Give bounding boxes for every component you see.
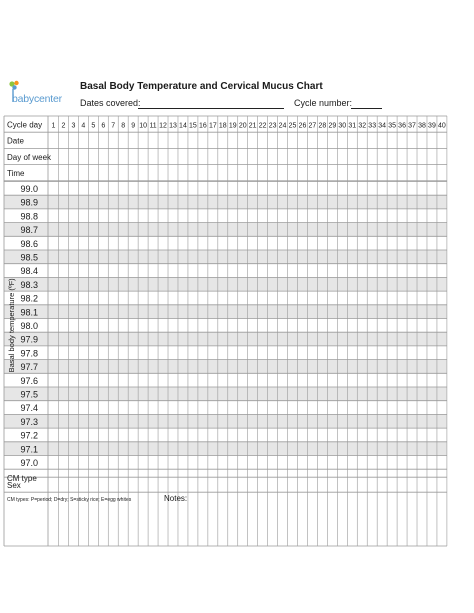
cycle-day-number: 17 xyxy=(208,122,217,130)
cycle-day-number: 26 xyxy=(298,122,307,130)
cycle-day-number: 36 xyxy=(398,122,406,130)
temperature-value: 97.2 xyxy=(20,430,38,441)
temperature-value: 99.0 xyxy=(20,184,38,194)
cycle-day-number: 34 xyxy=(378,122,387,130)
cycle-day-number: 10 xyxy=(139,122,148,130)
cycle-day-number: 23 xyxy=(268,122,277,130)
cycle-day-number: 29 xyxy=(328,122,337,130)
cycle-day-number: 30 xyxy=(338,122,347,130)
cycle-day-number: 33 xyxy=(368,122,377,130)
cycle-day-number: 37 xyxy=(408,122,416,130)
temperature-value: 97.0 xyxy=(20,458,38,468)
temp-row-stripe xyxy=(4,250,447,264)
temp-row-stripe xyxy=(4,414,447,428)
cycle-day-number: 7 xyxy=(111,122,116,130)
temperature-value: 98.9 xyxy=(20,197,38,208)
temperature-value: 97.4 xyxy=(20,403,38,414)
row-label-date: Date xyxy=(7,136,24,146)
temperature-value: 97.1 xyxy=(20,444,38,455)
cm-types-legend: CM types: P=period; D=dry; S=sticky rice; E=egg whites xyxy=(7,497,132,504)
cycle-day-number: 24 xyxy=(278,122,287,130)
temperature-axis-label: Basal body temperature (ºF) xyxy=(7,278,16,373)
cycle-day-number: 40 xyxy=(438,122,446,130)
temperature-value: 97.3 xyxy=(20,416,38,427)
cycle-day-number: 5 xyxy=(91,122,96,130)
temperature-value: 98.7 xyxy=(20,225,38,236)
cycle-day-number: 15 xyxy=(189,122,197,130)
cycle-day-number: 8 xyxy=(121,122,126,130)
temp-row-stripe xyxy=(4,360,447,374)
temp-row-stripe xyxy=(4,223,447,237)
cycle-day-number: 16 xyxy=(198,122,207,130)
temperature-value: 98.8 xyxy=(20,211,38,222)
cycle-day-number: 20 xyxy=(238,122,247,130)
brand-logo-text: babycenter xyxy=(12,93,62,105)
cycle-day-number: 28 xyxy=(318,122,327,130)
cycle-day-number: 9 xyxy=(131,122,136,130)
chart-title: Basal Body Temperature and Cervical Mucus Chart xyxy=(80,81,323,92)
cycle-day-number: 27 xyxy=(308,122,317,130)
temp-row-stripe xyxy=(4,332,447,346)
temp-row-stripe xyxy=(4,195,447,209)
cycle-day-number: 6 xyxy=(101,122,106,130)
temp-row-stripe xyxy=(4,387,447,401)
temp-row-stripe xyxy=(4,442,447,456)
cycle-day-number: 31 xyxy=(348,122,357,130)
temp-row-stripe xyxy=(4,305,447,319)
row-label-cycle-day: Cycle day xyxy=(7,120,43,130)
cycle-day-number: 11 xyxy=(149,122,157,130)
dates-covered-label: Dates covered: xyxy=(80,98,141,108)
temperature-value: 98.6 xyxy=(20,238,38,249)
row-label-time: Time xyxy=(7,169,25,179)
cycle-day-number: 25 xyxy=(288,122,297,130)
cycle-day-number: 18 xyxy=(218,122,227,130)
temperature-value: 98.3 xyxy=(20,279,38,290)
cycle-day-number: 13 xyxy=(169,122,177,130)
cycle-day-number: 21 xyxy=(248,122,257,130)
row-label-sex: Sex xyxy=(7,481,21,491)
cycle-day-number: 3 xyxy=(71,122,76,130)
cycle-day-number: 22 xyxy=(258,122,267,130)
cycle-day-number: 32 xyxy=(358,122,367,130)
cycle-day-number: 38 xyxy=(418,122,426,130)
temperature-value: 97.6 xyxy=(20,375,38,386)
temperature-value: 98.4 xyxy=(20,266,38,277)
temperature-value: 98.2 xyxy=(20,293,38,304)
temperature-value: 97.7 xyxy=(20,362,38,373)
cycle-day-number: 14 xyxy=(179,122,187,130)
cycle-day-number: 4 xyxy=(81,122,86,130)
temperature-value: 98.5 xyxy=(20,252,38,263)
cycle-day-number: 12 xyxy=(159,122,167,130)
cycle-day-number: 39 xyxy=(428,122,436,130)
temperature-value: 98.0 xyxy=(20,321,38,331)
temperature-value: 97.9 xyxy=(20,334,38,345)
notes-label: Notes: xyxy=(164,494,188,504)
temperature-value: 97.5 xyxy=(20,389,38,400)
temp-row-stripe xyxy=(4,277,447,291)
temperature-value: 98.1 xyxy=(20,307,38,318)
cycle-number-label: Cycle number: xyxy=(294,98,353,108)
cycle-day-number: 2 xyxy=(61,122,66,130)
temperature-value: 97.8 xyxy=(20,348,38,359)
row-label-day-of-week: Day of week xyxy=(7,152,52,162)
cycle-day-number: 19 xyxy=(228,122,237,130)
cycle-day-number: 35 xyxy=(388,122,397,130)
cycle-day-number: 1 xyxy=(51,122,56,130)
row-label-cm-type: CM type xyxy=(7,474,37,484)
